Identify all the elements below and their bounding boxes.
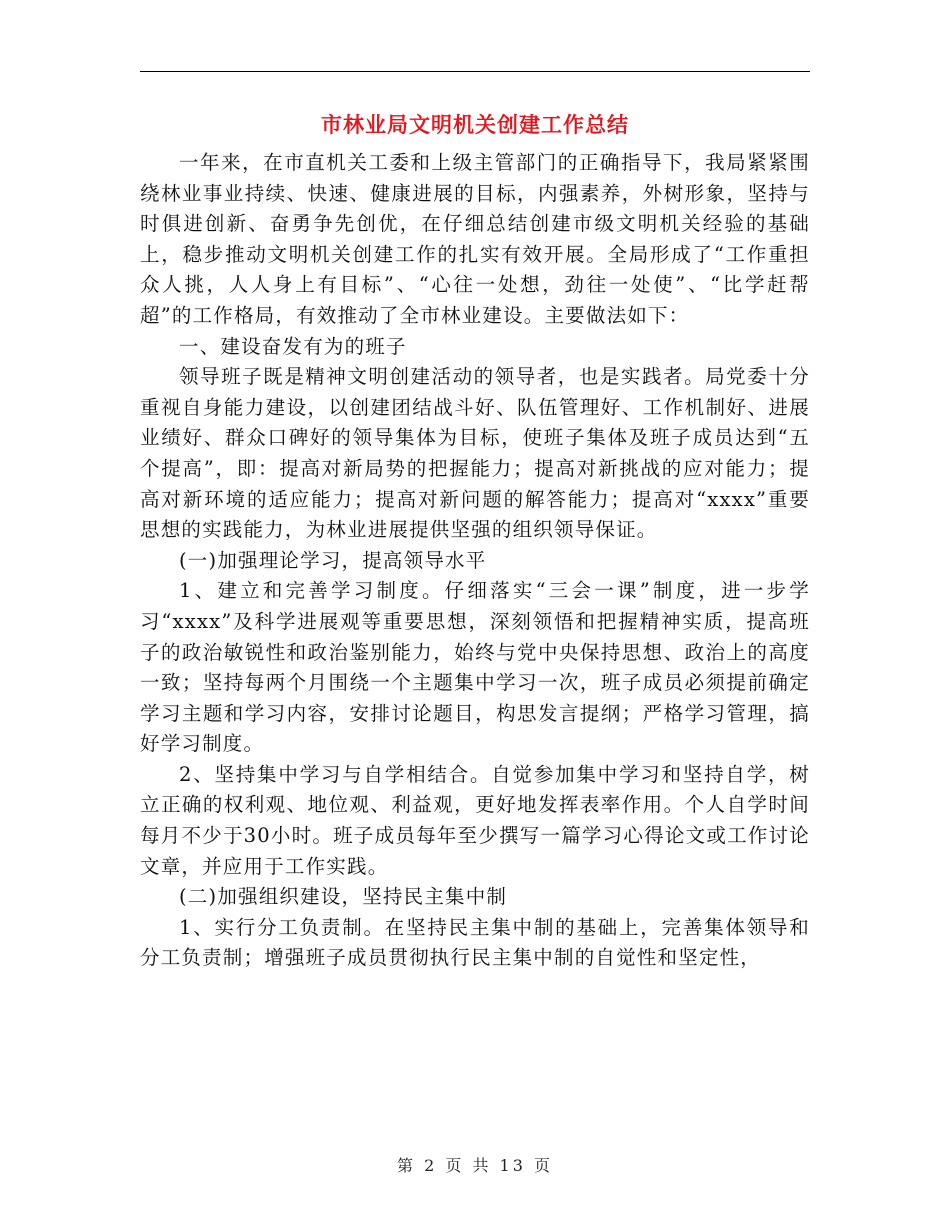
- paragraph-item-2-1: 1、实行分工负责制。在坚持民主集中制的基础上，完善集体领导和分工负责制；增强班子成员贯彻执行民主集中制的自觉性和坚定性，: [140, 915, 810, 970]
- document-body: [140, 148, 810, 974]
- document-title: 市林业局文明机关创建工作总结: [321, 112, 629, 137]
- header-rule: [140, 71, 810, 72]
- paragraph-leadership: 领导班子既是精神文明创建活动的领导者，也是实践者。局党委十分重视自身能力建设，以创建团结战斗好、队伍管理好、工作机制好、进展业绩好、群众口碑好的领导集体为目标，使班子集体及班子成员达到“五个提高”，即：提高对新局势的把握能力；提高对新挑战的应对能力；提高对新环境的适应能力；提高对新问题的解答能力；提高对“xxxx”重要思想的实践能力，为林业进展提供坚强的组织领导保证。: [140, 365, 810, 542]
- page-number-footer: 第 2 页 共 13 页: [397, 1156, 553, 1175]
- paragraph-item-1-2: 2、坚持集中学习与自学相结合。自觉参加集中学习和坚持自学，树立正确的权利观、地位观、利益观，更好地发挥表率作用。个人自学时间每月不少于30小时。班子成员每年至少撰写一篇学习心得论文或工作讨论文章，并应用于工作实践。: [140, 762, 810, 878]
- paragraph-item-1-1: 1、建立和完善学习制度。仔细落实“三会一课”制度，进一步学习“xxxx”及科学进展观等重要思想，深刻领悟和把握精神实质，提高班子的政治敏锐性和政治鉴别能力，始终与党中央保持思想、政治上的高度一致；坚持每两个月围绕一个主题集中学习一次，班子成员必须提前确定学习主题和学习内容，安排讨论题目，构思发言提纲；严格学习管理，搞好学习制度。: [140, 579, 810, 756]
- subsection-heading-1: (一)加强理论学习，提高领导水平: [179, 548, 487, 572]
- subsection-heading-2: (二)加强组织建设，坚持民主集中制: [179, 885, 508, 909]
- section-heading-1: 一、建设奋发有为的班子: [179, 334, 407, 358]
- paragraph-intro: 一年来，在市直机关工委和上级主管部门的正确指导下，我局紧紧围绕林业事业持续、快速、健康进展的目标，内强素养，外树形象，坚持与时俱进创新、奋勇争先创优，在仔细总结创建市级文明机关经验的基础上，稳步推动文明机关创建工作的扎实有效开展。全局形成了“工作重担众人挑，人人身上有目标”、“心往一处想，劲往一处使”、“比学赶帮超”的工作格局，有效推动了全市林业建设。主要做法如下：: [140, 151, 810, 327]
